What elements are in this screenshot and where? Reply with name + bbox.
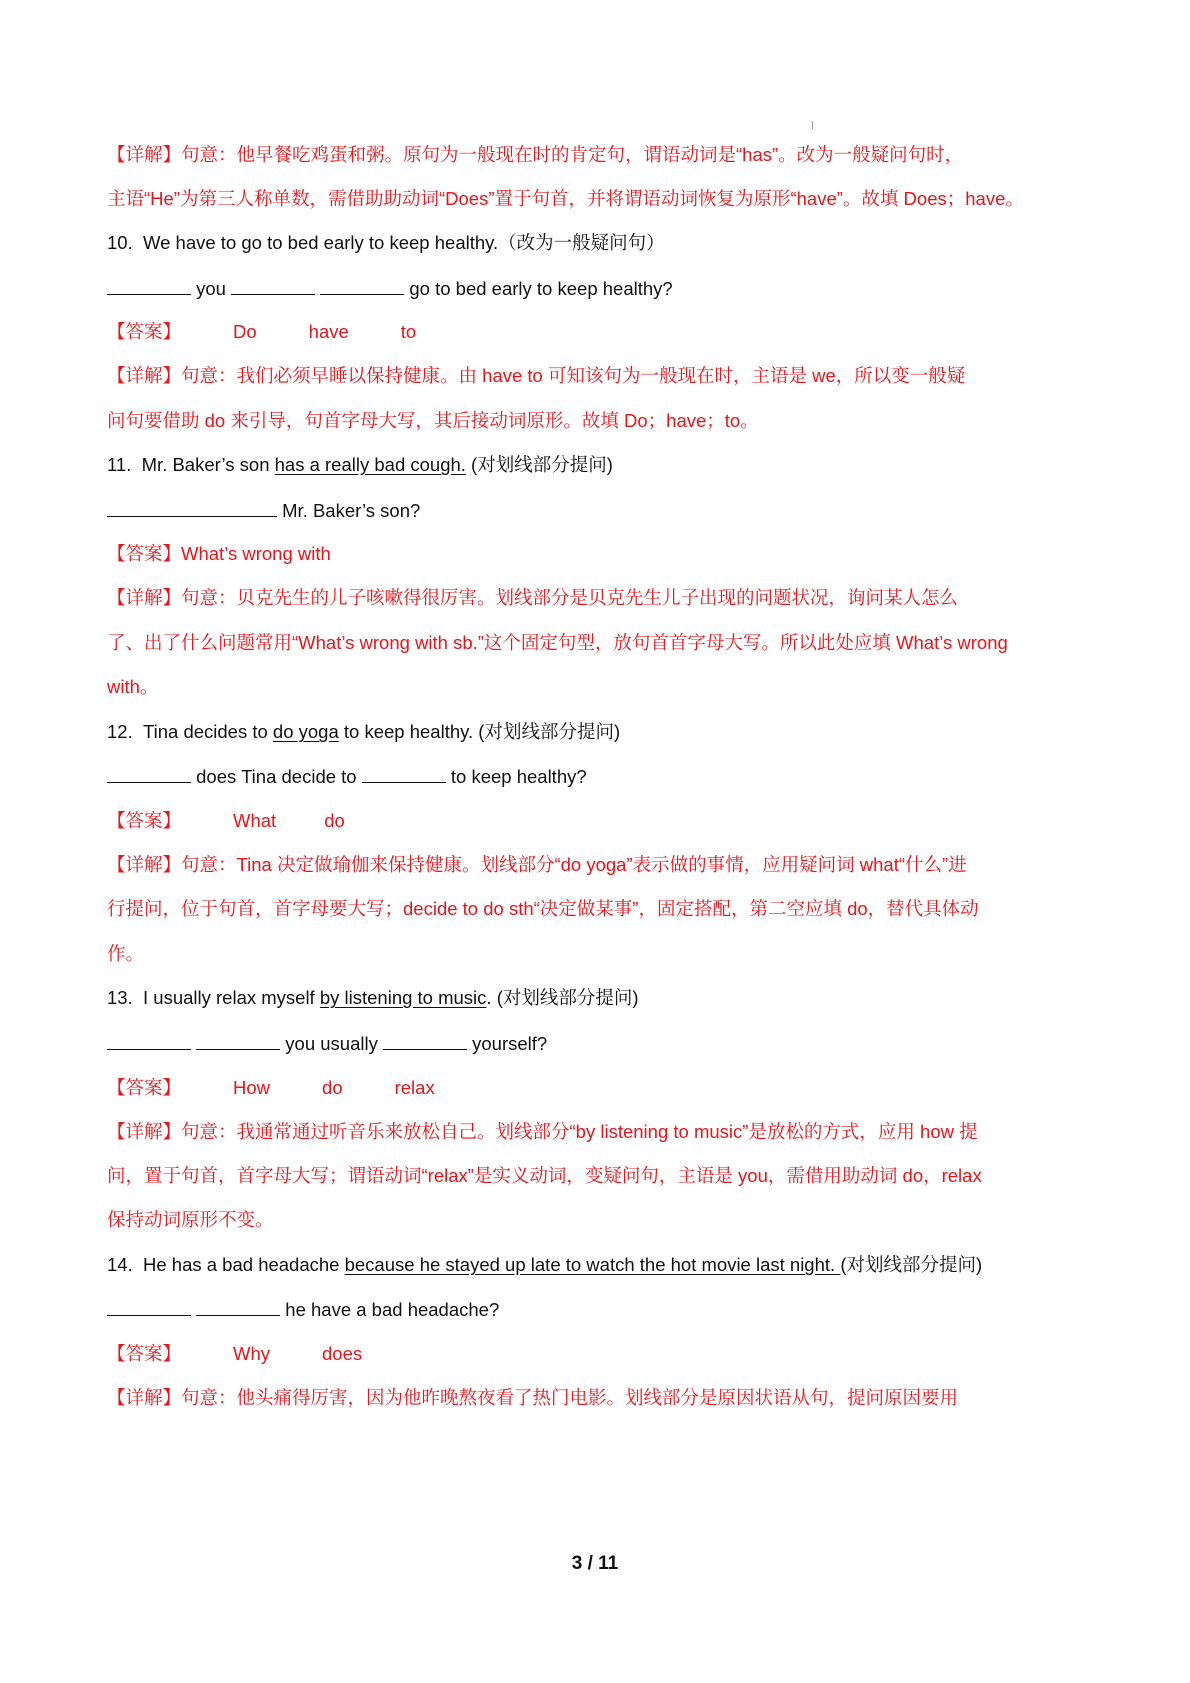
answer-label: 【答案】 (107, 543, 182, 564)
page-number: 3 / 11 (571, 1553, 619, 1574)
blank-1 (107, 1297, 191, 1316)
question-number: 14. (107, 1254, 133, 1275)
q14-fill: he have a bad headache? (107, 1297, 1097, 1322)
explain-label: 【详解】 (107, 854, 182, 875)
instruction: (对划线部分提问) (473, 721, 621, 742)
question-text: We have to go to bed early to keep healthy. (143, 232, 499, 253)
q13-explain-line-3: 保持动词原形不变。 (107, 1209, 274, 1230)
q11-explain-line-2: 了、出了什么问题常用“What’s wrong with sb.”这个固定句型，放句首首字母大写。所以此处应填 What’s wrong (107, 632, 1008, 653)
answer-2: do (324, 810, 345, 831)
underlined-part: do yoga (272, 721, 339, 742)
answer-label: 【答案】 (107, 321, 182, 342)
answer-3: relax (394, 1077, 435, 1098)
answer-2: do (322, 1077, 343, 1098)
blank-1 (107, 276, 191, 295)
answer-1: Why (233, 1343, 271, 1364)
q10-question (107, 231, 1097, 255)
q13-fill: you usually yourself? (107, 1031, 1097, 1056)
q11-explain-line-3: with。 (107, 676, 159, 697)
q12-explain-line-3: 作。 (107, 943, 145, 964)
q10-explain-line-1: 【详解】句意：我们必须早睡以保持健康。由 have to 可知该句为一般现在时，主语是 we，所以变一般疑 (107, 365, 966, 386)
q13-explain-line-1: 【详解】句意：我通常通过听音乐来放松自己。划线部分“by listening to music”是放松的方式，应用 how 提 (107, 1121, 978, 1142)
q9-explain-line-1: 【详解】句意：他早餐吃鸡蛋和粥。原句为一般现在时的肯定句，谓语动词是“has”。改为一般疑问句时， (107, 144, 964, 165)
instruction: (对划线部分提问) (491, 987, 639, 1008)
q9-explain-line-2: 主语“He”为第三人称单数，需借助助动词“Does”置于句首，并将谓语动词恢复为原形“have”。故填 Does；have。 (107, 188, 1024, 209)
answer-3: to (400, 321, 417, 342)
underlined-part: because he stayed up late to watch the hot movie last night. (344, 1254, 841, 1275)
question-number: 13. (107, 987, 133, 1008)
question-number: 10. (107, 232, 133, 253)
q13-question: 13. I usually relax myself by listening to music. (对划线部分提问) (107, 987, 639, 1008)
answer-text: What’s wrong with (181, 543, 331, 564)
answer-1: How (233, 1077, 271, 1098)
instruction: (对划线部分提问) (465, 454, 613, 475)
answer-2: does (322, 1343, 363, 1364)
blank-1 (107, 764, 191, 783)
explain-label: 【详解】 (107, 1121, 182, 1142)
q13-explain-line-2: 问，置于句首，首字母大写；谓语动词“relax”是实义动词，变疑问句，主语是 you，需借用助动词 do，relax (107, 1165, 982, 1186)
q11-question: 11. Mr. Baker’s son has a really bad cough. (对划线部分提问) (107, 454, 613, 475)
answer-label: 【答案】 (107, 1343, 182, 1364)
q11-fill: Mr. Baker’s son? (107, 498, 1097, 523)
q14-explain-line-1: 【详解】句意：他头痛得厉害，因为他昨晚熬夜看了热门电影。划线部分是原因状语从句，提问原因要用 (107, 1387, 959, 1408)
answer-2: have (308, 321, 349, 342)
blank-3 (383, 1031, 467, 1050)
explain-label: 【详解】 (107, 587, 182, 608)
q11-explain-line-1: 【详解】句意：贝克先生的儿子咳嗽得很厉害。划线部分是贝克先生儿子出现的问题状况，询问某人怎么 (107, 587, 959, 608)
blank-1 (107, 498, 277, 517)
answer-label: 【答案】 (107, 810, 182, 831)
q13-answer (107, 1076, 1097, 1100)
blank-1 (107, 1031, 191, 1050)
explain-label: 【详解】 (107, 144, 182, 165)
underlined-part: has a really bad cough. (274, 454, 466, 475)
q10-answer (107, 320, 1097, 344)
question-number: 11. (107, 454, 132, 475)
instruction: （改为一般疑问句） (498, 232, 665, 253)
underlined-part: by listening to music (319, 987, 487, 1008)
answer-1: Do (233, 321, 257, 342)
blank-2 (231, 276, 315, 295)
question-number: 12. (107, 721, 133, 742)
blank-3 (320, 276, 404, 295)
explain-label: 【详解】 (107, 1387, 182, 1408)
q14-question: 14. He has a bad headache because he stayed up late to watch the hot movie last night. (对划线部分提问) (107, 1254, 983, 1275)
blank-2 (196, 1297, 280, 1316)
header-mark (812, 121, 813, 129)
instruction: (对划线部分提问) (840, 1254, 983, 1275)
blank-2 (362, 764, 446, 783)
explain-label: 【详解】 (107, 365, 182, 386)
q12-explain-line-2: 行提问，位于句首，首字母要大写；decide to do sth“决定做某事”，固定搭配，第二空应填 do，替代具体动 (107, 898, 979, 919)
q12-question: 12. Tina decides to do yoga to keep healthy. (对划线部分提问) (107, 721, 621, 742)
answer-1: What (233, 810, 277, 831)
q12-fill: does Tina decide to to keep healthy? (107, 764, 1097, 789)
q10-fill: you go to bed early to keep healthy? (107, 276, 1097, 301)
q12-explain-line-1: 【详解】句意：Tina 决定做瑜伽来保持健康。划线部分“do yoga”表示做的事情，应用疑问词 what“什么”进 (107, 854, 967, 875)
q14-answer (107, 1342, 1097, 1366)
q10-explain-line-2: 问句要借助 do 来引导，句首字母大写，其后接动词原形。故填 Do；have；to。 (107, 410, 759, 431)
blank-2 (196, 1031, 280, 1050)
q12-answer (107, 809, 1097, 833)
answer-label: 【答案】 (107, 1077, 182, 1098)
q11-answer (107, 542, 1097, 566)
